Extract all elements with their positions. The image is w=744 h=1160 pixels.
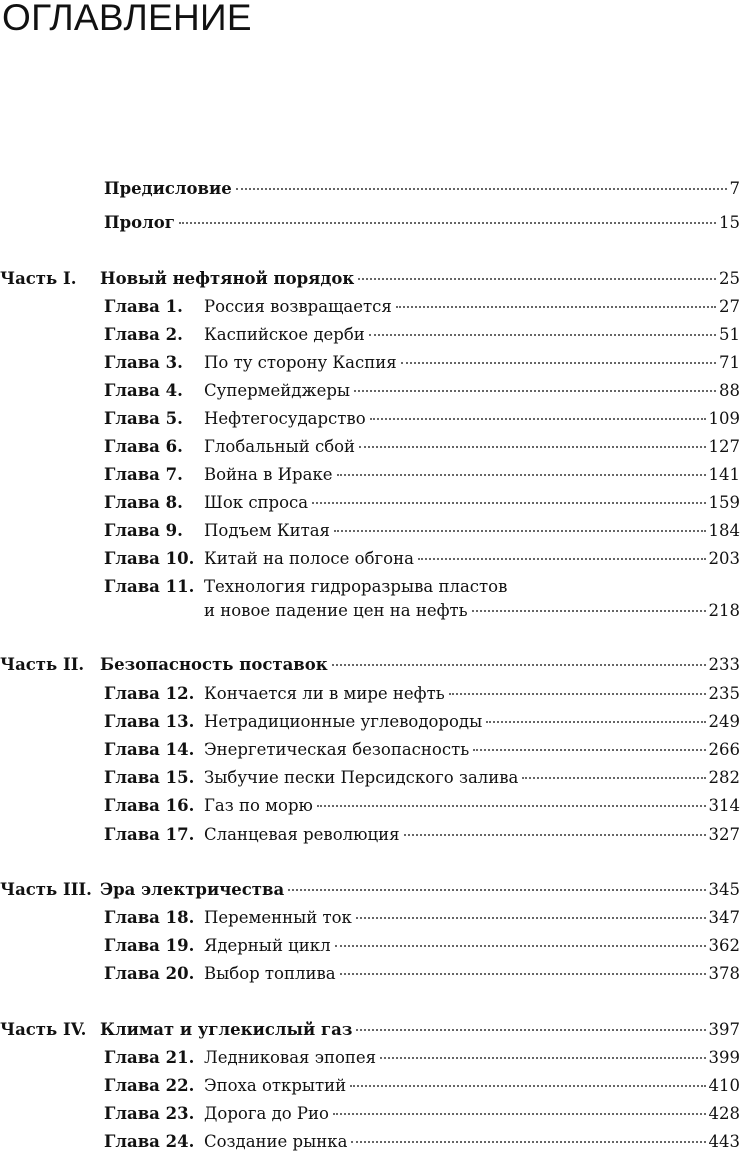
dot-leader: [473, 749, 705, 751]
chapter-label: Глава 18.: [104, 908, 195, 927]
toc-entry-prologue[interactable]: [104, 211, 740, 235]
dot-leader: [369, 334, 716, 336]
toc-chapter[interactable]: [104, 1102, 740, 1126]
page-number: 399: [708, 1048, 740, 1067]
page-number: 443: [708, 1132, 740, 1151]
chapter-label: Глава 16.: [104, 796, 195, 815]
page-number: 159: [708, 493, 740, 512]
dot-leader: [333, 1113, 706, 1115]
chapter-title: Энергетическая безопасность: [204, 740, 470, 759]
dot-leader: [370, 418, 706, 420]
dot-leader: [359, 446, 705, 448]
page-number: 127: [708, 437, 740, 456]
page-number: 109: [708, 409, 740, 428]
toc-chapter[interactable]: [104, 519, 740, 543]
chapter-title-line2: и новое падение цен на нефть: [204, 601, 468, 620]
chapter-label: Глава 17.: [104, 825, 195, 844]
part-title: Климат и углекислый газ: [100, 1020, 353, 1039]
dot-leader: [358, 278, 716, 280]
page-number: 25: [719, 269, 740, 288]
toc-chapter[interactable]: [104, 547, 740, 571]
dot-leader: [351, 1141, 705, 1143]
toc-chapter[interactable]: [104, 435, 740, 459]
toc-part-2[interactable]: [0, 653, 740, 677]
chapter-label: Глава 11.: [104, 577, 195, 596]
toc-chapter[interactable]: [104, 710, 740, 734]
chapter-label: Глава 24.: [104, 1132, 195, 1151]
chapter-label: Глава 19.: [104, 936, 195, 955]
dot-leader: [288, 889, 705, 891]
chapter-label: Глава 13.: [104, 712, 195, 731]
dot-leader: [179, 222, 716, 224]
toc-chapter[interactable]: [104, 794, 740, 818]
dot-leader: [317, 805, 706, 807]
toc-chapter[interactable]: [104, 682, 740, 706]
toc-chapter[interactable]: [104, 1130, 740, 1154]
toc-chapter[interactable]: [104, 491, 740, 515]
chapter-label: Глава 6.: [104, 437, 183, 456]
part-title: Эра электричества: [100, 880, 285, 899]
part-title: Безопасность поставок: [100, 655, 328, 674]
toc-chapter[interactable]: [104, 323, 740, 347]
page-number: 410: [708, 1076, 740, 1095]
chapter-label: Глава 15.: [104, 768, 195, 787]
chapter-title: Война в Ираке: [204, 465, 333, 484]
chapter-title: Технология гидроразрыва пластов: [204, 577, 508, 596]
toc-part-1[interactable]: [0, 267, 740, 291]
dot-leader: [350, 1085, 705, 1087]
page-number: 249: [708, 712, 740, 731]
chapter-label: Глава 2.: [104, 325, 183, 344]
toc-chapter[interactable]: [104, 766, 740, 790]
page-number: 362: [708, 936, 740, 955]
chapter-label: Глава 12.: [104, 684, 195, 703]
page-number: 233: [708, 655, 740, 674]
page-number: 347: [708, 908, 740, 927]
toc-chapter[interactable]: [104, 1074, 740, 1098]
dot-leader: [334, 530, 706, 532]
dot-leader: [472, 610, 706, 612]
page-title: ОГЛАВЛЕНИЕ: [2, 0, 252, 38]
part-label: Часть I.: [0, 269, 77, 288]
chapter-label: Глава 7.: [104, 465, 183, 484]
page-number: 203: [708, 549, 740, 568]
chapter-title: Создание рынка: [204, 1132, 348, 1151]
toc-chapter[interactable]: [104, 407, 740, 431]
chapter-label: Глава 3.: [104, 353, 183, 372]
chapter-title: Россия возвращается: [204, 297, 392, 316]
toc-chapter[interactable]: [104, 575, 740, 623]
entry-title: Предисловие: [104, 179, 232, 198]
page-number: 51: [719, 325, 740, 344]
page-number: 397: [708, 1020, 740, 1039]
dot-leader: [486, 721, 705, 723]
toc-chapter[interactable]: [104, 823, 740, 847]
page-number: 378: [708, 964, 740, 983]
dot-leader: [380, 1057, 705, 1059]
chapter-label: Глава 4.: [104, 381, 183, 400]
toc-chapter[interactable]: [104, 1046, 740, 1070]
toc-chapter[interactable]: [104, 962, 740, 986]
toc-part-3[interactable]: [0, 878, 740, 902]
page-number: 15: [719, 213, 740, 232]
chapter-title: Нефтегосударство: [204, 409, 366, 428]
chapter-title: Переменный ток: [204, 908, 352, 927]
chapter-title: Эпоха открытий: [204, 1076, 347, 1095]
dot-leader: [356, 1029, 705, 1031]
page-number: 314: [708, 796, 740, 815]
chapter-title: Нетрадиционные углеводороды: [204, 712, 483, 731]
chapter-label: Глава 20.: [104, 964, 195, 983]
part-label: Часть IV.: [0, 1020, 87, 1039]
dot-leader: [522, 777, 705, 779]
chapter-title: Кончается ли в мире нефть: [204, 684, 445, 703]
part-label: Часть II.: [0, 655, 85, 674]
page-number: 218: [708, 601, 740, 620]
toc-chapter[interactable]: [104, 463, 740, 487]
chapter-title: Дорога до Рио: [204, 1104, 329, 1123]
dot-leader: [418, 558, 706, 560]
toc-chapter[interactable]: [104, 906, 740, 930]
dot-leader: [312, 502, 705, 504]
chapter-title: Каспийское дерби: [204, 325, 365, 344]
chapter-title-continuation: [204, 599, 740, 623]
part-title: Новый нефтяной порядок: [100, 269, 355, 288]
chapter-label: Глава 22.: [104, 1076, 195, 1095]
dot-leader: [449, 693, 706, 695]
chapter-title: Зыбучие пески Персидского залива: [204, 768, 519, 787]
dot-leader: [340, 973, 706, 975]
chapter-title: Сланцевая революция: [204, 825, 400, 844]
toc-chapter[interactable]: [104, 934, 740, 958]
dot-leader: [396, 306, 716, 308]
toc-entry-preface[interactable]: [104, 177, 740, 201]
dot-leader: [337, 474, 706, 476]
page-number: 88: [719, 381, 740, 400]
page-number: 235: [708, 684, 740, 703]
chapter-label: Глава 5.: [104, 409, 183, 428]
dot-leader: [332, 664, 706, 666]
chapter-title: Супермейджеры: [204, 381, 351, 400]
chapter-label: Глава 10.: [104, 549, 195, 568]
toc-chapter[interactable]: [104, 351, 740, 375]
chapter-title: Выбор топлива: [204, 964, 336, 983]
page-number: 27: [719, 297, 740, 316]
chapter-title: Ядерный цикл: [204, 936, 331, 955]
chapter-title: Подъем Китая: [204, 521, 330, 540]
chapter-label: Глава 9.: [104, 521, 183, 540]
dot-leader: [401, 362, 716, 364]
chapter-title: Газ по морю: [204, 796, 313, 815]
chapter-title: Шок спроса: [204, 493, 309, 512]
chapter-label: Глава 8.: [104, 493, 183, 512]
dot-leader: [404, 834, 706, 836]
chapter-label: Глава 23.: [104, 1104, 195, 1123]
chapter-label: Глава 14.: [104, 740, 195, 759]
chapter-title: Глобальный сбой: [204, 437, 356, 456]
part-label: Часть III.: [0, 880, 92, 899]
page-number: 282: [708, 768, 740, 787]
toc-chapter[interactable]: [104, 738, 740, 762]
toc-chapter[interactable]: [104, 379, 740, 403]
page-number: 184: [708, 521, 740, 540]
entry-title: Пролог: [104, 213, 175, 232]
page-number: 428: [708, 1104, 740, 1123]
page-number: 71: [719, 353, 740, 372]
page-number: 327: [708, 825, 740, 844]
chapter-label: Глава 21.: [104, 1048, 195, 1067]
page-number: 345: [708, 880, 740, 899]
page-number: 7: [729, 179, 740, 198]
toc-chapter[interactable]: [104, 295, 740, 319]
dot-leader: [236, 188, 727, 190]
chapter-title: Ледниковая эпопея: [204, 1048, 377, 1067]
page-number: 141: [708, 465, 740, 484]
chapter-title: По ту сторону Каспия: [204, 353, 397, 372]
dot-leader: [335, 945, 706, 947]
page-number: 266: [708, 740, 740, 759]
chapter-label: Глава 1.: [104, 297, 183, 316]
dot-leader: [354, 390, 716, 392]
chapter-title: Китай на полосе обгона: [204, 549, 414, 568]
dot-leader: [356, 917, 706, 919]
toc-part-4[interactable]: [0, 1018, 740, 1042]
